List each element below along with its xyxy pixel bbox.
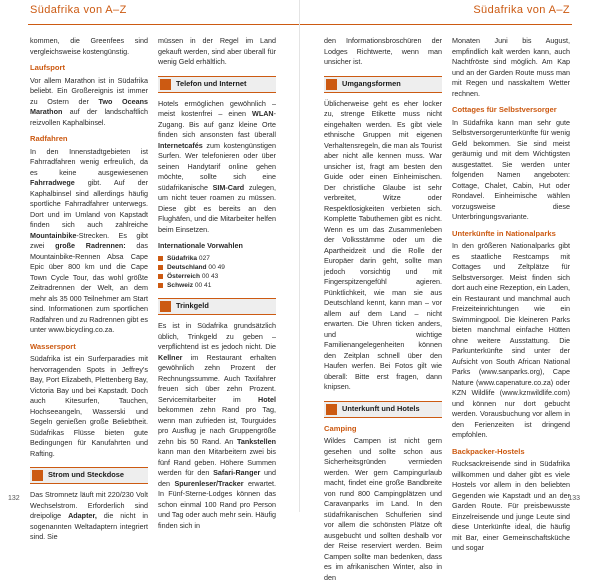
- heading-vorwahlen: Internationale Vorwahlen: [158, 241, 243, 250]
- paragraph-laufsport: Vor allem Marathon ist in Südafrika beliebt. Ein Großereignis ist immer zu Ostern der Two Oceans Marathon auf der landschaftlich reizvollen Kaphalbinsel.: [30, 75, 148, 127]
- paragraph-camping: Wildes Campen ist nicht gern gesehen und sollte schon aus Sicherheitsgründen vermieden werden. Wer gern Campingurlaub macht, findet eine große Bandbreite von rund 800 Campingplätzen und Caravanparks im Land. In den südafrikanischen Schulferien sind vor allem die schönsten Plätze oft ausgebucht und sollten deshalb vor der Reise reserviert werden. Beim Campen sollte man bedenken, dass es im afrikanischen Winter, also in den: [324, 436, 442, 582]
- paragraph-wassersport: Südafrika ist ein Surferparadies mit hervorragenden Spots in Jeffrey's Bay, Port Elizabeth, Plettenberg Bay, Victoria Bay und bei Kapstadt. Doch auch Kitesurfen, Tauchen, Hochseeangeln, Wasserski und Segeln genießen große Beliebtheit. Südafrikas Flüsse bieten gute Bedingungen für Kanufahrten und Rafting.: [30, 354, 148, 458]
- right-running-header: [300, 2, 600, 22]
- section-box-telefon: [158, 76, 276, 93]
- section-box-label: Telefon und Internet: [176, 78, 247, 88]
- left-header-rule: [28, 24, 300, 25]
- right-column-1: [324, 36, 442, 587]
- right-header-rule: [300, 24, 572, 25]
- heading-laufsport: Laufsport: [30, 63, 66, 72]
- section-marker-icon: [326, 79, 337, 90]
- heading-cottages: Cottages für Selbstversorger: [452, 105, 557, 114]
- left-running-header: [0, 2, 300, 22]
- section-box-unterkunft: [324, 401, 442, 418]
- paragraph: müssen in der Regel im Land gekauft werden, sind aber überall für wenig Geld erhältlich.: [158, 36, 276, 66]
- dial-code-item: Südafrika 027: [158, 254, 276, 263]
- right-header-title: Südafrika von A–Z: [473, 4, 570, 16]
- section-box-label: Trinkgeld: [176, 301, 209, 311]
- dial-code-item: Österreich 00 43: [158, 272, 276, 281]
- section-marker-icon: [32, 470, 43, 481]
- section-marker-icon: [326, 404, 337, 415]
- left-page: [0, 0, 300, 541]
- paragraph-trinkgeld: Es ist in Südafrika grundsätzlich üblich, Trinkgeld zu geben – verpflichtend ist es jedoch nicht. Die Kellner im Restaurant erhalten gewöhnlich zehn Prozent der Rechnungssumme. Auch Taxifahrer freuen sich über zehn Prozent. Servicemitarbeiter im Hotel bekommen zehn Rand pro Tag, wenn man zufrieden ist, Tourguides pro Ausflug je nach Gruppengröße zehn bis 50 Rand. An Tankstellen kann man den Mitarbeitern zwei bis fünf Rand geben. Höhere Summen werden für den Safari-Ranger und den Spurenleser/Tracker erwartet. In Fünf-Sterne-Lodges können das schon einmal 100 Rand pro Person und Tag oder auch mehr sein. Häufig finden sich in: [158, 321, 276, 530]
- section-box-trinkgeld: [158, 298, 276, 315]
- paragraph-backpacker: Rucksackreisende sind in Südafrika willkommen und daher gibt es viele Hostels vor allem in den beliebten Gegenden wie Kapstadt und an der Garden Route. Für preisbewusste Einzelreisende und junge Leute sind diese Unterkünfte ideal, die häufig mit Bar, einer Gemeinschaftsküche und sogar: [452, 459, 570, 552]
- section-box-strom: [30, 467, 148, 484]
- page-number-right: 133: [568, 495, 580, 502]
- paragraph-nationalparks: In den größeren Nationalparks gibt es staatliche Restcamps mit Cottages und Zeltplätze für Selbstversorger. Meist finden sich dort auch eine Rezeption, ein Laden, ein Restaurant und manchmal auch Freizeiteinrichtungen wie ein Swimmingpool. Die kleineren Parks bieten manchmal einfache Hütten ohne weitere Ausstattung. Die Parkunterkünfte sind unter der Aufsicht von South African National Parks (www.sanparks.org), Cape Nature (www.capenature.co.za) oder KZN Wildlife (www.kznwildlife.com) und können nur dort gebucht werden. Vorausbuchung vor allem in den Ferienzeiten ist dringend empfohlen.: [452, 241, 570, 439]
- left-header-title: Südafrika von A–Z: [30, 4, 127, 16]
- dial-code-list: [158, 254, 276, 291]
- bullet-square-icon: [158, 274, 163, 279]
- paragraph-telefon: Hotels ermöglichen gewöhnlich – meist kostenfrei – einen WLAN-Zugang. Bis auf ganz kleine Orte finden sich ansonsten fast überall Internetcafés zum kostengünstigen Surfen. Wer telefonieren oder über seinen Handytarif online gehen möchte, sollte sich eine südafrikanische SIM-Card zulegen, um nicht teuer roamen zu müssen. Diese gibt es bereits an den Flughäfen, und die Mitarbeiter helfen beim Einsetzen.: [158, 98, 277, 234]
- heading-nationalparks: Unterkünfte in Nationalparks: [452, 228, 556, 238]
- dial-code-item: Schweiz 00 41: [158, 281, 276, 290]
- dial-code-item: Deutschland 00 49: [158, 263, 276, 272]
- paragraph-radfahren: In den Innenstadtgebieten ist Fahrradfahren wenig erfreulich, da es keine ausgewiesenen Fahrradwege gibt. Auf der Kaphalbinsel sind allerdings häufig sportliche Fahrradfahrer unterwegs. Dort und im Umland von Kapstadt finden sich auch zahlreiche Mountainbike-Strecken. Es gibt zwei große Radrennen: das Mountainbike-Rennen Absa Cape Epic über 800 km und die Cape Town Cycle Tour, das wohl größte Zeitradrennen der Welt, an dem mehr als 35 000 Teilnehmer am Start sind. Informationen zum sportlichen Radfahren und zu Radrennen gibt es unter www.bicycling.co.za.: [30, 146, 148, 334]
- right-page: [300, 0, 600, 582]
- heading-wassersport: Wassersport: [30, 341, 76, 351]
- heading-radfahren: Radfahren: [30, 134, 68, 143]
- paragraph-strom: Das Stromnetz läuft mit 220/230 Volt Wechselstrom. Erforderlich sind dreipolige Adapter, die nicht in sogenannten Weltadaptern integriert sind. Sie: [30, 490, 148, 541]
- heading-camping: Camping: [324, 423, 357, 433]
- paragraph-umgang: Üblicherweise geht es eher locker zu, strenge Etikette muss nicht eingehalten werden. Es gibt viele ethnische Gruppen mit eigenen Verhaltensregeln, die man als Tourist aber nicht alle kennen muss. War unsicher ist, fragt am besten den Guide oder einen Einheimischen. Der christliche Glaube ist sehr verbreitet, Witze oder Respektlosigkeiten verbieten sich. Komplette Tabuthemen gibt es nicht. Wenn es um das Zusammenleben der Volksstämme oder um die Apartheidzeit und die Rolle der Europäer darin geht, sollte man jedoch vorsichtig und mit Fingerspitzengefühl agieren. Pünktlichkeit, wie man sie aus Deutschland kennt, kann man – vor allem auf dem Land – nicht erwarten. Die Uhren ticken anders, und wichtige Familienangelegenheiten können den Zeitplan schnell über den Haufen werfen. Bei Fotos gilt wie überall: Bitte erst fragen, dann knipsen.: [324, 98, 442, 391]
- section-box-umgang: [324, 76, 442, 93]
- section-box-label: Strom und Steckdose: [48, 470, 124, 479]
- bullet-square-icon: [158, 283, 163, 288]
- page-number-left: 132: [8, 495, 20, 502]
- heading-backpacker: Backpacker-Hostels: [452, 446, 525, 456]
- paragraph: Monaten Juni bis August, empfindlich kalt werden kann, auch Nachtfröste sind möglich. Am Kap und an der Garden Route muss man mit Regen und nasskaltem Wetter rechnen.: [452, 36, 570, 98]
- right-column-2: [452, 36, 570, 558]
- paragraph: den Informationsbroschüren der Lodges Richtwerte, wenn man unsicher ist.: [324, 36, 442, 66]
- section-box-label: Umgangsformen: [342, 78, 401, 88]
- paragraph-cottages: In Südafrika kann man sehr gute Selbstversorgerunterkünfte für wenig Geld bekommen. Sie sind meist geräumig und mit dem Wichtigsten ausgestattet. Sie werden unter folgenden Namen angeboten: Cottage, Chalet, Cabin, Hut oder Rondavel. Einheimische wählen vorzugsweise diese Unterbringungsvariante.: [452, 117, 570, 221]
- left-column-2: [158, 36, 276, 535]
- bullet-square-icon: [158, 256, 163, 261]
- section-marker-icon: [160, 301, 171, 312]
- paragraph: kommen, die Greenfees sind vergleichsweise kostengünstig.: [30, 36, 148, 56]
- section-marker-icon: [160, 79, 171, 90]
- left-column-1: [30, 36, 148, 547]
- section-box-label: Unterkunft und Hotels: [342, 403, 420, 413]
- bullet-square-icon: [158, 265, 163, 270]
